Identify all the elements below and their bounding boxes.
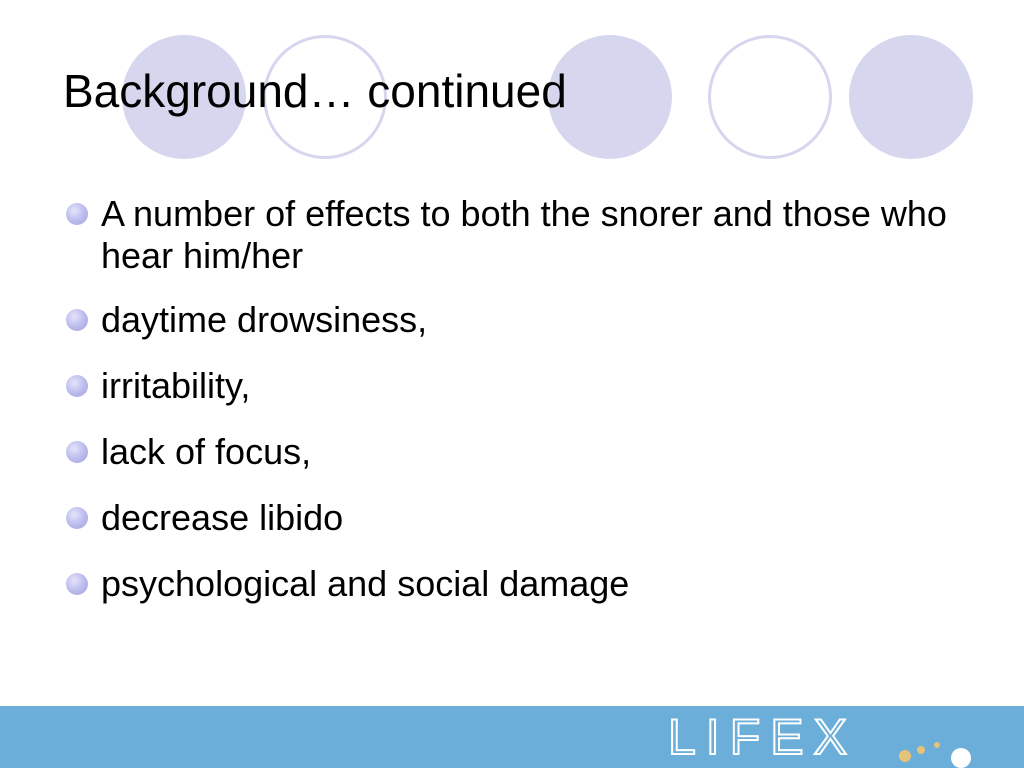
decorative-circle-outline: [708, 35, 832, 159]
slide-title: Background… continued: [63, 65, 567, 117]
bullet-dot-icon: [66, 507, 88, 529]
bullet-text: lack of focus,: [101, 431, 312, 472]
bullet-dot-icon: [66, 441, 88, 463]
logo-dots-icon: [885, 728, 975, 768]
bullet-item: [64, 193, 964, 277]
bullet-dot-icon: [66, 573, 88, 595]
bullet-text: decrease libido: [101, 497, 344, 538]
bullet-text: daytime drowsiness,: [101, 299, 428, 340]
bullet-dot-icon: [66, 375, 88, 397]
bullet-text: A number of effects to both the snorer and those who hear him/her: [101, 193, 947, 276]
bullet-dot-icon: [66, 203, 88, 225]
bullet-text: psychological and social damage: [101, 563, 630, 604]
bullet-item: [64, 431, 964, 473]
lifex-logo: LIFEX: [668, 709, 857, 765]
bullet-item: [64, 497, 964, 539]
bullet-item: [64, 563, 964, 605]
bullet-item: [64, 299, 964, 341]
bullet-item: [64, 365, 964, 407]
bullet-text: irritability,: [101, 365, 251, 406]
decorative-circle: [849, 35, 973, 159]
bullet-dot-icon: [66, 309, 88, 331]
bullet-list: [64, 193, 964, 629]
footer-bar: [0, 706, 1024, 768]
